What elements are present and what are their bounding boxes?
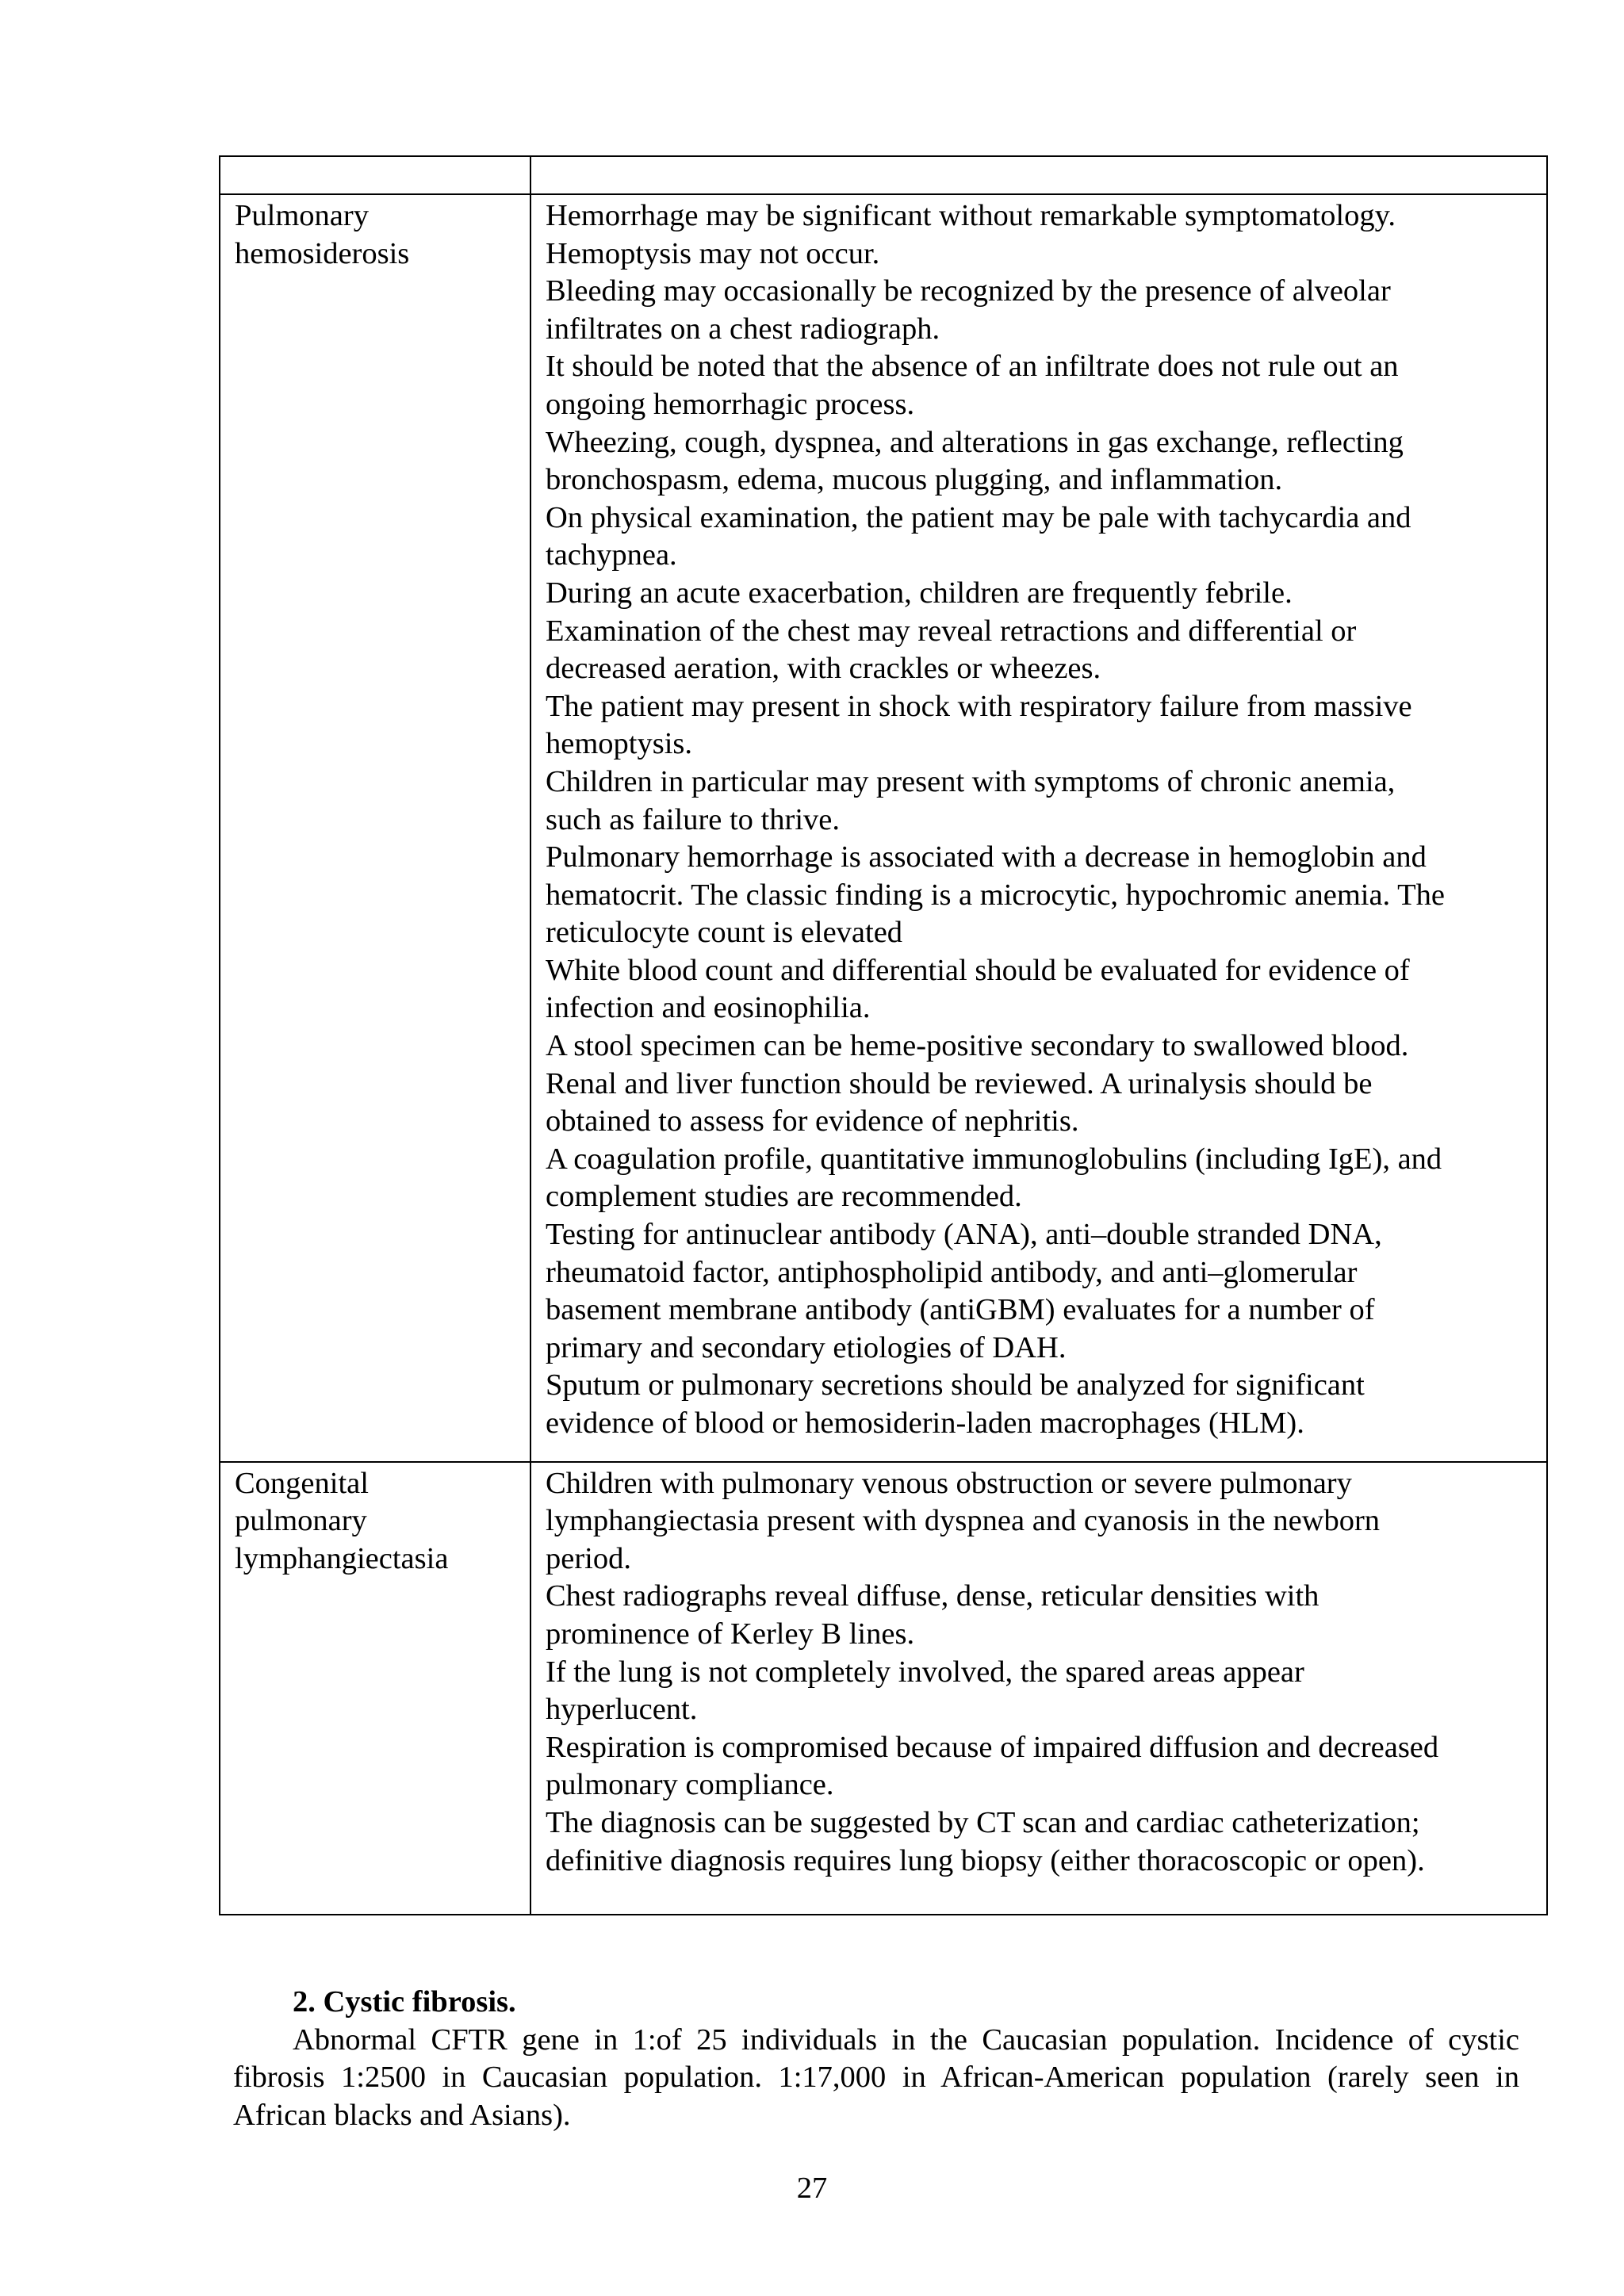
description-line: infiltrates on a chest radiograph.	[546, 312, 940, 346]
description-line: A stool specimen can be heme-positive secondary to swallowed blood.	[546, 1029, 1409, 1063]
condition-line: hemosiderosis	[235, 236, 410, 270]
table-row	[220, 194, 1547, 1462]
description-line: Sputum or pulmonary secretions should be analyzed for significant	[546, 1368, 1365, 1402]
description-cell	[530, 1462, 1547, 1915]
description-line: Respiration is compromised because of impaired diffusion and decreased	[546, 1730, 1439, 1764]
description-line: definitive diagnosis requires lung biopsy (either thoracoscopic or open).	[546, 1843, 1425, 1877]
description-line: decreased aeration, with crackles or wheezes.	[546, 652, 1101, 686]
description-line: period.	[546, 1541, 631, 1575]
cystic-fibrosis-section	[233, 1984, 1519, 2134]
description-line: Hemorrhage may be significant without remarkable symptomatology.	[546, 199, 1396, 232]
table-row	[220, 1462, 1547, 1915]
description-line: reticulocyte count is elevated	[546, 916, 903, 950]
description-line: A coagulation profile, quantitative immunoglobulins (including IgE), and	[546, 1142, 1442, 1176]
description-line: The patient may present in shock with respiratory failure from massive	[546, 689, 1412, 723]
description-cell	[530, 194, 1547, 1462]
description-line: infection and eosinophilia.	[546, 991, 871, 1025]
description-line: tachypnea.	[546, 538, 677, 572]
conditions-table	[219, 155, 1548, 1915]
description-line: It should be noted that the absence of an infiltrate does not rule out an	[546, 350, 1399, 384]
description-line: basement membrane antibody (antiGBM) evaluates for a number of	[546, 1293, 1375, 1327]
description-line: hemoptysis.	[546, 727, 693, 761]
description-line: obtained to assess for evidence of nephritis.	[546, 1104, 1079, 1138]
description-line: Children in particular may present with symptoms of chronic anemia,	[546, 764, 1396, 798]
page-number: 27	[796, 2172, 828, 2205]
section-paragraph: Abnormal CFTR gene in 1:of 25 individuals in the Caucasian population. Incidence of cystic fibrosis 1:2500 in Caucasian population. 1:17,000 in African-American population (rarely seen in African blacks and Asians).	[233, 2022, 1519, 2132]
description-line: Bleeding may occasionally be recognized by the presence of alveolar	[546, 274, 1391, 308]
description-line: During an acute exacerbation, children are frequently febrile.	[546, 576, 1293, 610]
empty-cell	[530, 156, 1547, 194]
description-line: lymphangiectasia present with dyspnea and cyanosis in the newborn	[546, 1504, 1381, 1538]
description-line: bronchospasm, edema, mucous plugging, and inflammation.	[546, 463, 1283, 497]
description-line: such as failure to thrive.	[546, 802, 840, 836]
description-line: Wheezing, cough, dyspnea, and alterations in gas exchange, reflecting	[546, 425, 1404, 459]
condition-line: Pulmonary	[235, 199, 369, 232]
condition-line: pulmonary	[235, 1504, 367, 1538]
description-line: evidence of blood or hemosiderin-laden macrophages (HLM).	[546, 1406, 1304, 1440]
description-line: complement studies are recommended.	[546, 1180, 1022, 1214]
description-line: Pulmonary hemorrhage is associated with a decrease in hemoglobin and	[546, 840, 1427, 874]
description-line: prominence of Kerley B lines.	[546, 1617, 915, 1651]
description-line: Chest radiographs reveal diffuse, dense, reticular densities with	[546, 1579, 1320, 1613]
description-line: Renal and liver function should be reviewed. A urinalysis should be	[546, 1066, 1373, 1100]
description-line: Hemoptysis may not occur.	[546, 236, 880, 270]
table-header-row	[220, 156, 1547, 194]
condition-line: lymphangiectasia	[235, 1541, 449, 1575]
empty-cell	[220, 156, 530, 194]
condition-line: Congenital	[235, 1466, 369, 1500]
description-line: pulmonary compliance.	[546, 1768, 834, 1802]
description-line: Testing for antinuclear antibody (ANA), anti–double stranded DNA,	[546, 1218, 1382, 1252]
description-line: Children with pulmonary venous obstruction or severe pulmonary	[546, 1466, 1352, 1500]
description-line: The diagnosis can be suggested by CT scan and cardiac catheterization;	[546, 1805, 1420, 1839]
description-line: Examination of the chest may reveal retractions and differential or	[546, 614, 1357, 648]
description-line: hematocrit. The classic finding is a microcytic, hypochromic anemia. The	[546, 878, 1445, 912]
description-line: rheumatoid factor, antiphospholipid antibody, and anti–glomerular	[546, 1255, 1358, 1289]
description-line: ongoing hemorrhagic process.	[546, 387, 915, 421]
description-line: hyperlucent.	[546, 1693, 698, 1727]
condition-cell	[220, 1462, 530, 1915]
description-line: primary and secondary etiologies of DAH.	[546, 1330, 1067, 1364]
condition-cell	[220, 194, 530, 1462]
description-line: On physical examination, the patient may be pale with tachycardia and	[546, 500, 1411, 534]
description-line: If the lung is not completely involved, the spared areas appear	[546, 1655, 1304, 1689]
section-heading: 2. Cystic fibrosis.	[293, 1985, 516, 2019]
description-line: White blood count and differential should be evaluated for evidence of	[546, 953, 1410, 987]
